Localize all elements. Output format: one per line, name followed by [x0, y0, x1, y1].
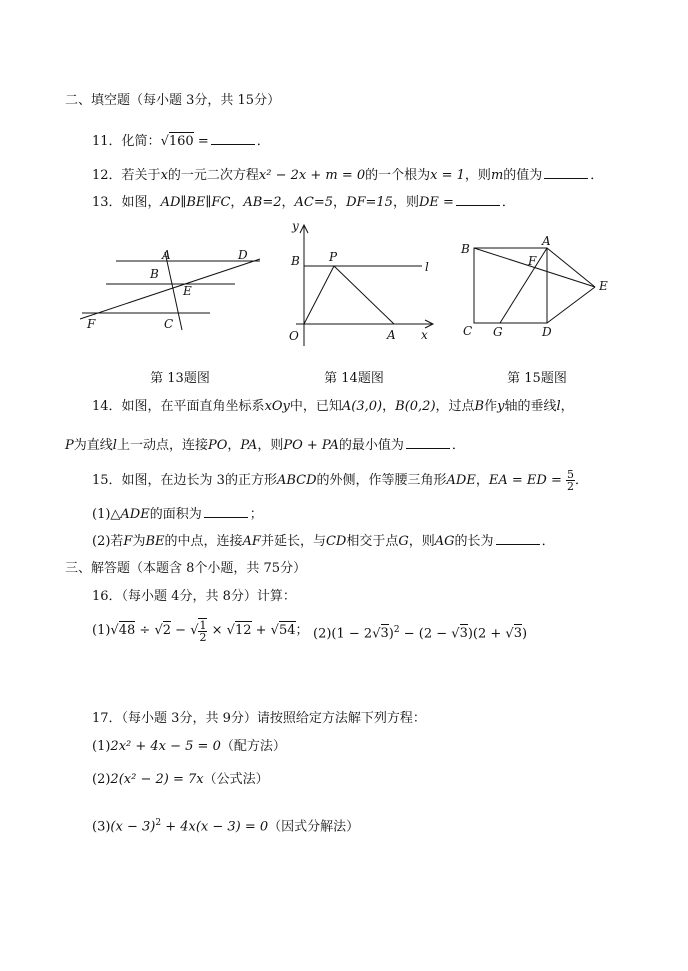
q15-part1: (1)△ADE的面积为 ； [92, 507, 263, 522]
q14-line2: P为直线l上一动点，连接PO，PA，则PO + PA的最小值为 ． [65, 438, 465, 453]
figure-14 [282, 218, 442, 348]
fig14-label-a: A [387, 328, 396, 342]
fig13-label-e: E [183, 284, 192, 298]
fig14-label-y: y [292, 219, 299, 233]
figure-15 [455, 232, 615, 342]
answer-blank-13 [456, 193, 500, 206]
q15-part2: (2)若F为BE的中点，连接AF并延长，与CD相交于点G，则AG的长为 ． [92, 534, 555, 549]
q14-line1: 14．如图，在平面直角坐标系xOy中，已知A(3,0)，B(0,2)，过点B作y轴的垂线l， [92, 399, 574, 414]
fig15-label-a: A [542, 234, 551, 248]
q13: 13．如图，AD∥BE∥FC，AB=2，AC=5，DF=15，则DE = ． [92, 195, 515, 210]
q17-part2: (2)2(x² − 2) = 7x（公式法） [92, 772, 269, 787]
answer-blank-15-2 [496, 532, 540, 545]
fig13-label-c: C [164, 317, 174, 331]
fig15-caption: 第 15题图 [507, 371, 567, 386]
answer-blank-11 [211, 132, 255, 145]
fig13-label-d: D [238, 248, 248, 262]
fig15-label-c: C [463, 324, 473, 338]
fig14-label-x: x [421, 328, 428, 342]
fig14-label-p: P [329, 250, 338, 264]
section3-heading: 三、解答题（本题含 8个小题，共 75分） [65, 561, 307, 576]
q12: 12．若关于x的一元二次方程x² − 2x + m = 0的一个根为x = 1，则m的值为 ． [92, 168, 604, 183]
fig15-label-f: F [528, 254, 537, 268]
radicand-160: 160 [168, 134, 194, 149]
q16-part1: (1)√48 ÷ √2 − √ $\frac{1}{2}$ × √12 + √54； [92, 619, 309, 644]
fig13-caption: 第 13题图 [150, 371, 210, 386]
fig14-label-b: B [291, 254, 300, 268]
fig15-label-g: G [493, 325, 503, 339]
fig14-label-l: l [425, 260, 429, 274]
fig15-label-d: D [542, 325, 552, 339]
fig13-label-f: F [87, 317, 96, 331]
answer-blank-15-1 [204, 505, 248, 518]
fig15-label-e: E [599, 279, 608, 293]
fig15-label-b: B [461, 242, 470, 256]
q16: 16．（每小题 4分，共 8分）计算： [92, 589, 296, 604]
q17: 17．（每小题 3分，共 9分）请按照给定方法解下列方程： [92, 711, 426, 726]
answer-blank-12 [544, 166, 588, 179]
q17-part3: $(3)(x - 3)^2 + 4x(x - 3) = 0$（因式分解法） [92, 818, 360, 835]
fig14-label-o: O [289, 329, 299, 343]
q15: 15．如图，在边长为 3的正方形ABCD的外侧，作等腰三角形ADE，EA = ED = $\frac{5}{2}$ ． [92, 468, 588, 493]
fraction-1-2: $\frac{1}{2}$ [199, 619, 207, 644]
fig13-label-a: A [162, 248, 171, 262]
q11: 11．化简：√160 = ． [92, 134, 270, 149]
fig13-label-b: B [150, 267, 159, 281]
fig14-caption: 第 14题图 [324, 371, 384, 386]
figure-13 [70, 240, 270, 340]
q16-part2: $(2)(1 - 2√3)^2 - (2 - √3)(2 + √3)$ [313, 625, 528, 642]
section2-heading: 二、填空题（每小题 3分，共 15分） [65, 93, 281, 108]
answer-blank-14 [406, 436, 450, 449]
q17-part1: (1)2x² + 4x − 5 = 0（配方法） [92, 739, 286, 754]
fraction-5-2: $\frac{5}{2}$ [566, 468, 574, 493]
